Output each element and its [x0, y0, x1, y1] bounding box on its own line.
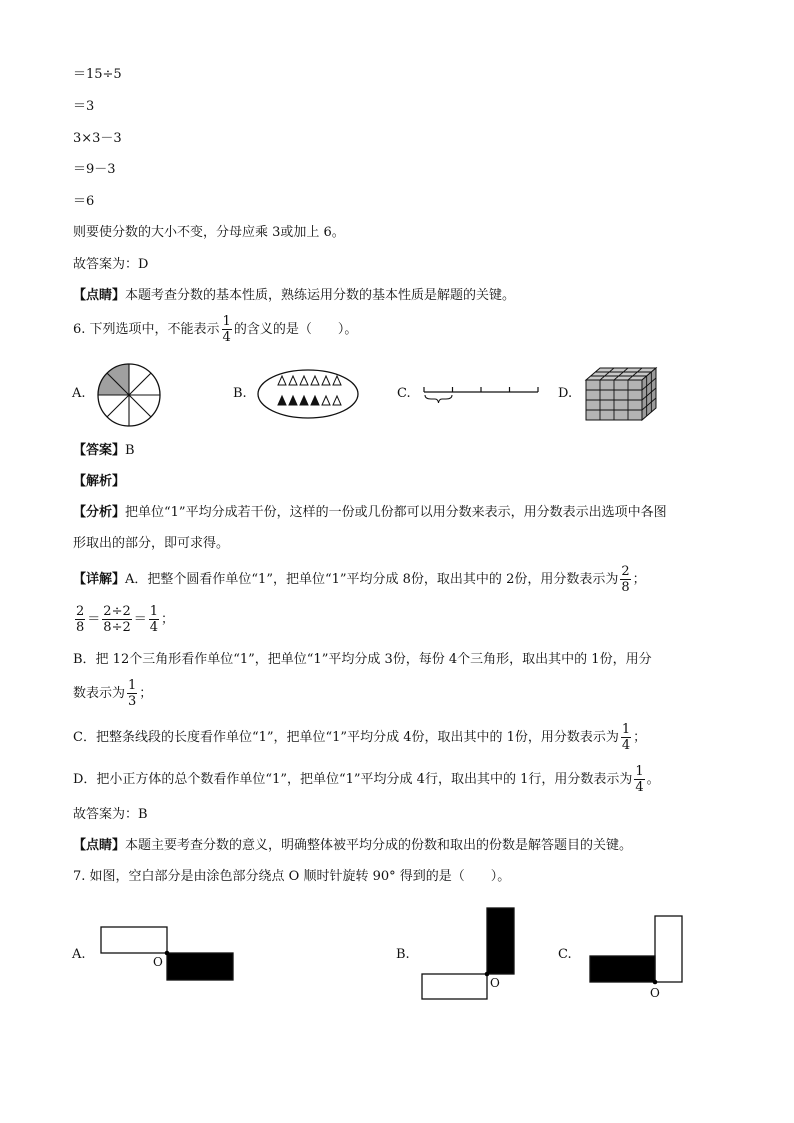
fraction: $\frac{2}{8}$ [621, 564, 630, 595]
point-o-label: O [153, 955, 163, 969]
q7-option-a-label: A. [72, 947, 86, 962]
calc-line-5: ＝6 [73, 194, 95, 209]
q6-stem-pre: 6. 下列选项中，不能表示 [73, 322, 220, 337]
q7-option-b-label: B. [396, 947, 410, 962]
comment-text: 本题考查分数的基本性质，熟练运用分数的基本性质是解题的关键。 [125, 288, 516, 303]
fraction: $\frac{1}{4}$ [149, 604, 159, 635]
calc-line-2: ＝3 [73, 99, 95, 114]
q6-detail-a-calc: $\frac{2}{8}$ ＝ $\frac{2\div 2}{8\div 2}$ ＝ $\frac{1}{4}$ ； [76, 604, 175, 635]
q6-detail-a: 【详解】A．把整个圆看作单位“1”，把单位“1”平均分成 8份，取出其中的 2份，用分数表示为 $\frac{2}{8}$ ； [73, 564, 646, 595]
q6-stem-post: 的含义的是（ ）。 [233, 322, 358, 337]
q6-option-a-label: A. [72, 386, 86, 401]
calc-line-1: ＝15÷5 [73, 67, 122, 82]
fraction: $\frac{2}{8}$ [76, 604, 85, 635]
calc-line-4: ＝9－3 [73, 162, 116, 177]
q6-final: 故答案为：B [73, 807, 148, 822]
q5-answer: 故答案为：D [73, 257, 149, 272]
rotation-figure-c [588, 914, 686, 984]
fraction: $\frac{1}{4}$ [621, 722, 631, 753]
calc-line-3: 3×3－3 [73, 131, 122, 146]
q6-detail-d: D．把小正方体的总个数看作单位“1”，把单位“1”平均分成 4行，取出其中的 1行，用分数表示为 $\frac{1}{4}$ 。 [73, 764, 660, 795]
detail-a-text: A．把整个圆看作单位“1”，把单位“1”平均分成 8份，取出其中的 2份，用分数表示为 [125, 572, 619, 587]
comment-tag: 【点睛】 [73, 288, 126, 303]
q7-option-c-label: C. [558, 947, 572, 962]
point-o-label: O [650, 986, 660, 1000]
rotation-figure-b [420, 906, 518, 1002]
comment-text: 本题主要考查分数的意义，明确整体被平均分成的份数和取出的份数是解答题目的关键。 [125, 838, 633, 853]
fraction: $\frac{1}{4}$ [222, 314, 231, 345]
q6-comment [73, 837, 632, 855]
fraction: $\frac{2\div 2}{8\div 2}$ [103, 604, 131, 635]
cube-stack-figure [584, 364, 660, 424]
fraction: $\frac{1}{4}$ [635, 764, 644, 795]
q6-answer [73, 442, 135, 460]
circle-eighths-figure [96, 362, 162, 428]
fraction: $\frac{1}{3}$ [128, 678, 137, 709]
triangles-oval-figure [256, 368, 360, 420]
rotation-figure-a [100, 926, 236, 982]
detail-tag: 【详解】 [73, 572, 126, 587]
q5-comment [73, 287, 515, 305]
answer-value: B [125, 443, 135, 458]
q6-option-d-label: D. [558, 386, 573, 401]
q6-option-b-label: B. [233, 386, 247, 401]
q6-stem [73, 314, 357, 345]
q6-analysis-tag: 【解析】 [73, 474, 126, 489]
q6-detail-b-2: 数表示为 $\frac{1}{3}$ ； [73, 678, 153, 709]
answer-tag: 【答案】 [73, 443, 126, 458]
point-o-label: O [490, 976, 500, 990]
fenxi-text: 把单位“1”平均分成若干份，这样的一份或几份都可以用分数来表示，用分数表示出选项中各图 [125, 505, 667, 520]
comment-tag: 【点睛】 [73, 838, 126, 853]
q6-fenxi-1 [73, 504, 667, 522]
fenxi-tag: 【分析】 [73, 505, 126, 520]
segment-quarters-figure [422, 382, 540, 408]
q6-detail-b-1: B．把 12个三角形看作单位“1”，把单位“1”平均分成 3份，每份 4个三角形，取出其中的 1份，用分 [73, 652, 652, 667]
q6-detail-c: C．把整条线段的长度看作单位“1”，把单位“1”平均分成 4份，取出其中的 1份，用分数表示为 $\frac{1}{4}$ ； [73, 722, 647, 753]
q6-fenxi-2: 形取出的部分，即可求得。 [73, 536, 230, 551]
q7-stem: 7. 如图，空白部分是由涂色部分绕点 O 顺时针旋转 90° 得到的是（ ）。 [73, 869, 511, 884]
q6-option-c-label: C. [397, 386, 411, 401]
q5-conclusion: 则要使分数的大小不变，分母应乘 3或加上 6。 [73, 225, 345, 240]
